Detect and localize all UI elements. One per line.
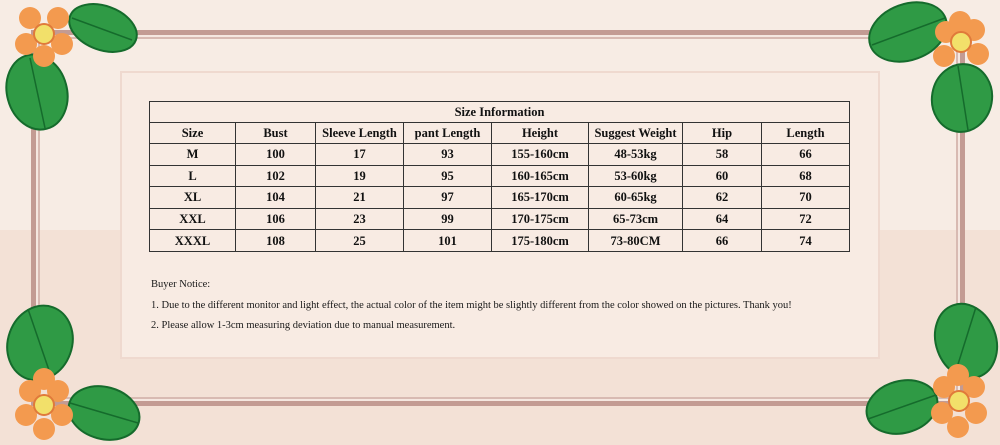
column-header: Sleeve Length <box>316 123 404 144</box>
table-title-row <box>150 102 850 123</box>
size-table <box>149 101 850 252</box>
table-row <box>150 144 850 166</box>
table-cell: 95 <box>404 165 492 187</box>
table-row <box>150 230 850 252</box>
table-cell: 66 <box>683 230 762 252</box>
column-header: pant Length <box>404 123 492 144</box>
table-cell: 165-170cm <box>492 187 589 209</box>
table-cell: 21 <box>316 187 404 209</box>
column-header: Height <box>492 123 589 144</box>
table-cell: 104 <box>236 187 316 209</box>
table-cell: 23 <box>316 208 404 230</box>
table-cell: XL <box>150 187 236 209</box>
table-cell: 106 <box>236 208 316 230</box>
table-cell: 66 <box>762 144 850 166</box>
table-row <box>150 187 850 209</box>
table-cell: 58 <box>683 144 762 166</box>
table-row <box>150 208 850 230</box>
table-cell: M <box>150 144 236 166</box>
table-cell: 60 <box>683 165 762 187</box>
table-cell: 175-180cm <box>492 230 589 252</box>
table-row <box>150 165 850 187</box>
table-cell: 97 <box>404 187 492 209</box>
table-cell: 74 <box>762 230 850 252</box>
table-cell: 155-160cm <box>492 144 589 166</box>
table-cell: 17 <box>316 144 404 166</box>
table-cell: XXXL <box>150 230 236 252</box>
table-cell: 170-175cm <box>492 208 589 230</box>
table-cell: 73-80CM <box>589 230 683 252</box>
table-title: Size Information <box>150 102 850 123</box>
column-header: Suggest Weight <box>589 123 683 144</box>
table-cell: 160-165cm <box>492 165 589 187</box>
table-cell: 25 <box>316 230 404 252</box>
table-cell: 65-73cm <box>589 208 683 230</box>
notice-item: 1. Due to the different monitor and light effect, the actual color of the item might be slightly different from the color showed on the pictures. Thank you! <box>151 300 792 311</box>
column-header: Bust <box>236 123 316 144</box>
notice-item: 2. Please allow 1-3cm measuring deviation due to manual measurement. <box>151 320 456 331</box>
table-cell: XXL <box>150 208 236 230</box>
table-cell: 108 <box>236 230 316 252</box>
column-header: Length <box>762 123 850 144</box>
table-cell: 100 <box>236 144 316 166</box>
table-cell: 62 <box>683 187 762 209</box>
table-cell: 64 <box>683 208 762 230</box>
table-cell: 70 <box>762 187 850 209</box>
notice-heading: Buyer Notice: <box>151 279 211 290</box>
table-cell: 19 <box>316 165 404 187</box>
table-cell: 68 <box>762 165 850 187</box>
table-cell: 101 <box>404 230 492 252</box>
table-cell: L <box>150 165 236 187</box>
table-cell: 48-53kg <box>589 144 683 166</box>
table-cell: 99 <box>404 208 492 230</box>
table-cell: 102 <box>236 165 316 187</box>
table-cell: 72 <box>762 208 850 230</box>
table-cell: 60-65kg <box>589 187 683 209</box>
table-cell: 93 <box>404 144 492 166</box>
table-cell: 53-60kg <box>589 165 683 187</box>
table-header-row <box>150 123 850 144</box>
column-header: Hip <box>683 123 762 144</box>
column-header: Size <box>150 123 236 144</box>
